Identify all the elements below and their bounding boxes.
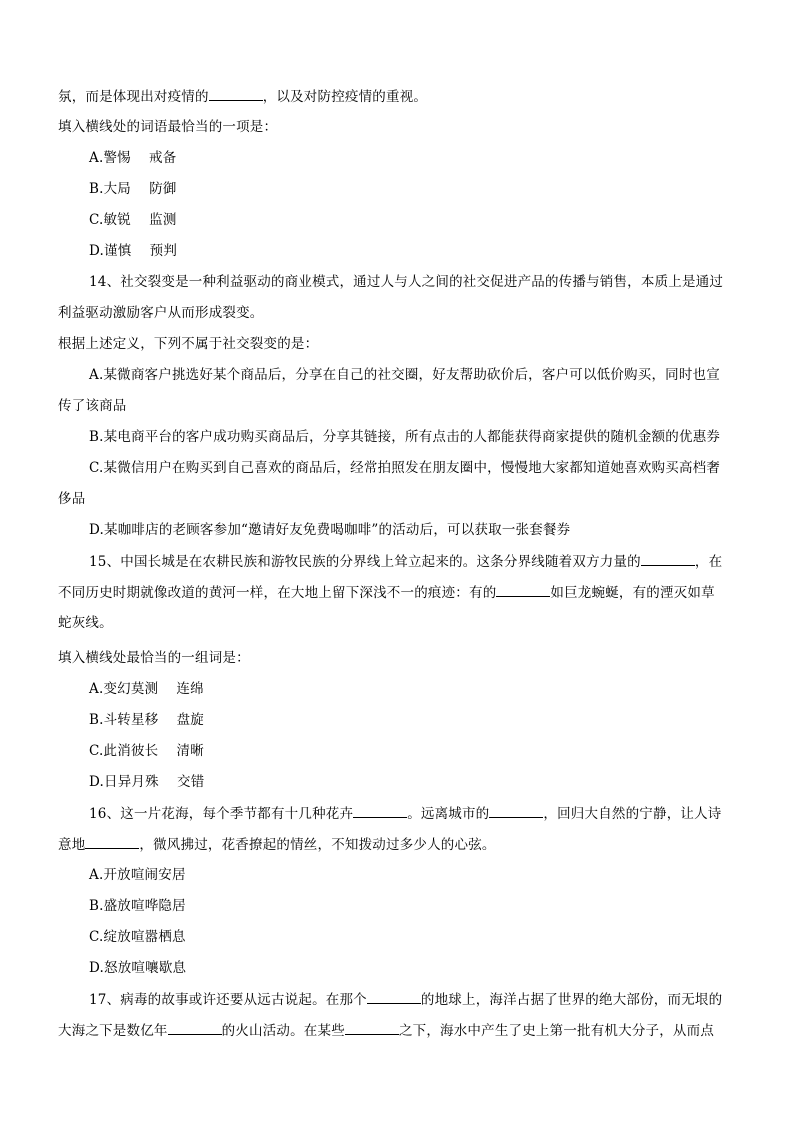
q13-prompt: 填入横线处的词语最恰当的一项是： xyxy=(58,119,278,135)
q17-stem-line-1: 17、病毒的故事或许还要从远古说起。在那个 的地球上，海洋占据了世界的绝大部份，而无垠的 xyxy=(89,992,723,1008)
q14-option-a-line-1: A.某微商客户挑选好某个商品后，分享在自己的社交圈，好友帮助砍价后，客户可以低价购买，同时也宣 xyxy=(89,367,720,383)
q13-option-d: D.谨慎 预判 xyxy=(89,243,178,259)
q16-option-d: D.怒放喧嚷歇息 xyxy=(89,960,187,976)
q15-stem-line-1: 15、中国长城是在农耕民族和游牧民族的分界线上耸立起来的。这条分界线随着双方力量的 ，在 xyxy=(89,554,723,570)
q16-option-c: C.绽放喧嚣栖息 xyxy=(89,929,186,945)
q13-option-b: B.大局 防御 xyxy=(89,181,177,197)
q14-option-c-line-1: C.某微信用户在购买到自己喜欢的商品后，经常拍照发在朋友圈中，慢慢地大家都知道她喜欢购买高档奢 xyxy=(89,460,721,476)
q13-stem-line: 氛，而是体现出对疫情的 ，以及对防控疫情的重视。 xyxy=(58,89,428,105)
q17-stem-line-2: 大海之下是数亿年 的火山活动。在某些 之下，海水中产生了史上第一批有机大分子，从而点 xyxy=(58,1023,715,1039)
q14-prompt: 根据上述定义，下列不属于社交裂变的是： xyxy=(58,336,319,352)
q13-option-c: C.敏锐 监测 xyxy=(89,212,177,228)
q14-option-d: D.某咖啡店的老顾客参加“邀请好友免费喝咖啡”的活动后，可以获取一张套餐券 xyxy=(89,522,571,538)
q14-stem-line-1: 14、社交裂变是一种利益驱动的商业模式，通过人与人之间的社交促进产品的传播与销售，本质上是通过 xyxy=(89,274,724,290)
q15-option-b: B.斗转星移 盘旋 xyxy=(89,712,205,728)
q15-option-d: D.日异月殊 交错 xyxy=(89,774,205,790)
q14-stem-line-2: 利益驱动激励客户从而形成裂变。 xyxy=(58,305,264,321)
answer-blank xyxy=(496,584,550,597)
answer-blank xyxy=(168,1022,222,1035)
q14-option-b: B.某电商平台的客户成功购买商品后，分享其链接，所有点击的人都能获得商家提供的随机金额的优惠券 xyxy=(89,429,721,445)
q16-stem-line-1: 16、这一片花海，每个季节都有十几种花卉 。远离城市的 ，回归大自然的宁静，让人诗 xyxy=(89,806,722,822)
answer-blank xyxy=(641,553,695,566)
q13-option-a: A.警惕 戒备 xyxy=(89,150,177,166)
q15-option-a: A.变幻莫测 连绵 xyxy=(89,681,204,697)
answer-blank xyxy=(367,991,421,1004)
answer-blank xyxy=(353,805,407,818)
q16-stem-line-2: 意地 ，微风拂过，花香撩起的情丝，不知拨动过多少人的心弦。 xyxy=(58,837,496,853)
q14-option-a-line-2: 传了该商品 xyxy=(58,398,127,414)
q15-stem-line-3: 蛇灰线。 xyxy=(58,615,113,631)
q15-prompt: 填入横线处最恰当的一组词是： xyxy=(58,650,250,666)
answer-blank xyxy=(489,805,543,818)
answer-blank xyxy=(209,88,263,101)
answer-blank xyxy=(85,836,139,849)
answer-blank xyxy=(345,1022,399,1035)
q15-stem-line-2: 不同历史时期就像改道的黄河一样，在大地上留下深浅不一的痕迹：有的 如巨龙蜿蜒，有的湮灭如草 xyxy=(58,585,715,601)
q16-option-a: A.开放喧闹安居 xyxy=(89,867,186,883)
q15-option-c: C.此消彼长 清晰 xyxy=(89,743,204,759)
q14-option-c-line-2: 侈品 xyxy=(58,491,86,507)
q16-option-b: B.盛放喧哗隐居 xyxy=(89,898,186,914)
